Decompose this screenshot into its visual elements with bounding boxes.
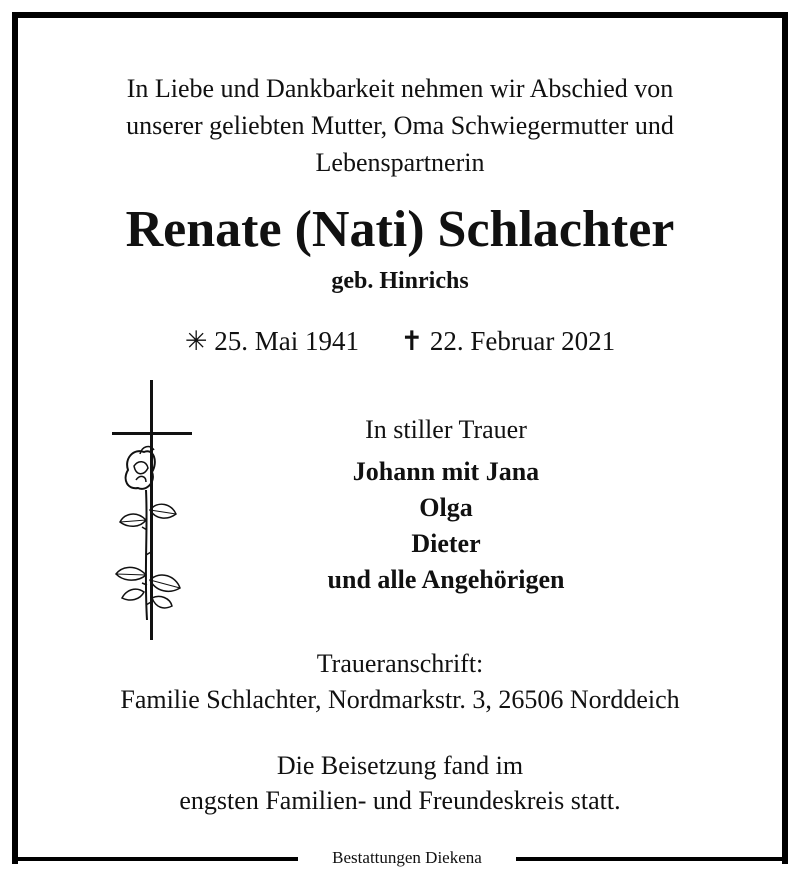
death-cross-icon: ✝ (400, 326, 424, 356)
mourner-name: und alle Angehörigen (327, 565, 565, 594)
cross-rose-icon (106, 380, 196, 642)
bottom-rule-left (12, 857, 298, 861)
intro-text (0, 70, 800, 181)
burial-notice (0, 748, 800, 818)
life-dates (0, 326, 800, 357)
mourning-lead: In stiller Trauer (365, 415, 527, 444)
deceased-name: Renate (Nati) Schlachter (125, 201, 675, 258)
death-date: 22. Februar 2021 (429, 326, 616, 356)
bottom-rule-right (516, 857, 788, 861)
intro-line: unserer geliebten Mutter, Oma Schwiegermutter und (126, 111, 674, 140)
mourning-address (0, 646, 800, 718)
mourner-name: Dieter (411, 529, 481, 558)
birth-star-icon: ✳ (184, 326, 208, 356)
burial-line: Die Beisetzung fand im (276, 751, 524, 780)
mourning-block (246, 412, 646, 598)
birth-name: geb. Hinrichs (331, 268, 469, 294)
undertaker-name: Bestattungen Diekena (332, 848, 482, 867)
mourner-name: Johann mit Jana (352, 457, 540, 486)
address-label: Traueranschrift: (316, 649, 484, 678)
intro-line: In Liebe und Dankbarkeit nehmen wir Abschied von (126, 74, 674, 103)
mourner-name: Olga (419, 493, 473, 522)
birth-date: 25. Mai 1941 (214, 326, 360, 356)
burial-line: engsten Familien- und Freundeskreis statt. (179, 786, 621, 815)
intro-line: Lebenspartnerin (315, 148, 485, 177)
address-value: Familie Schlachter, Nordmarkstr. 3, 26506 Norddeich (120, 685, 680, 714)
mourner-list (246, 454, 646, 598)
